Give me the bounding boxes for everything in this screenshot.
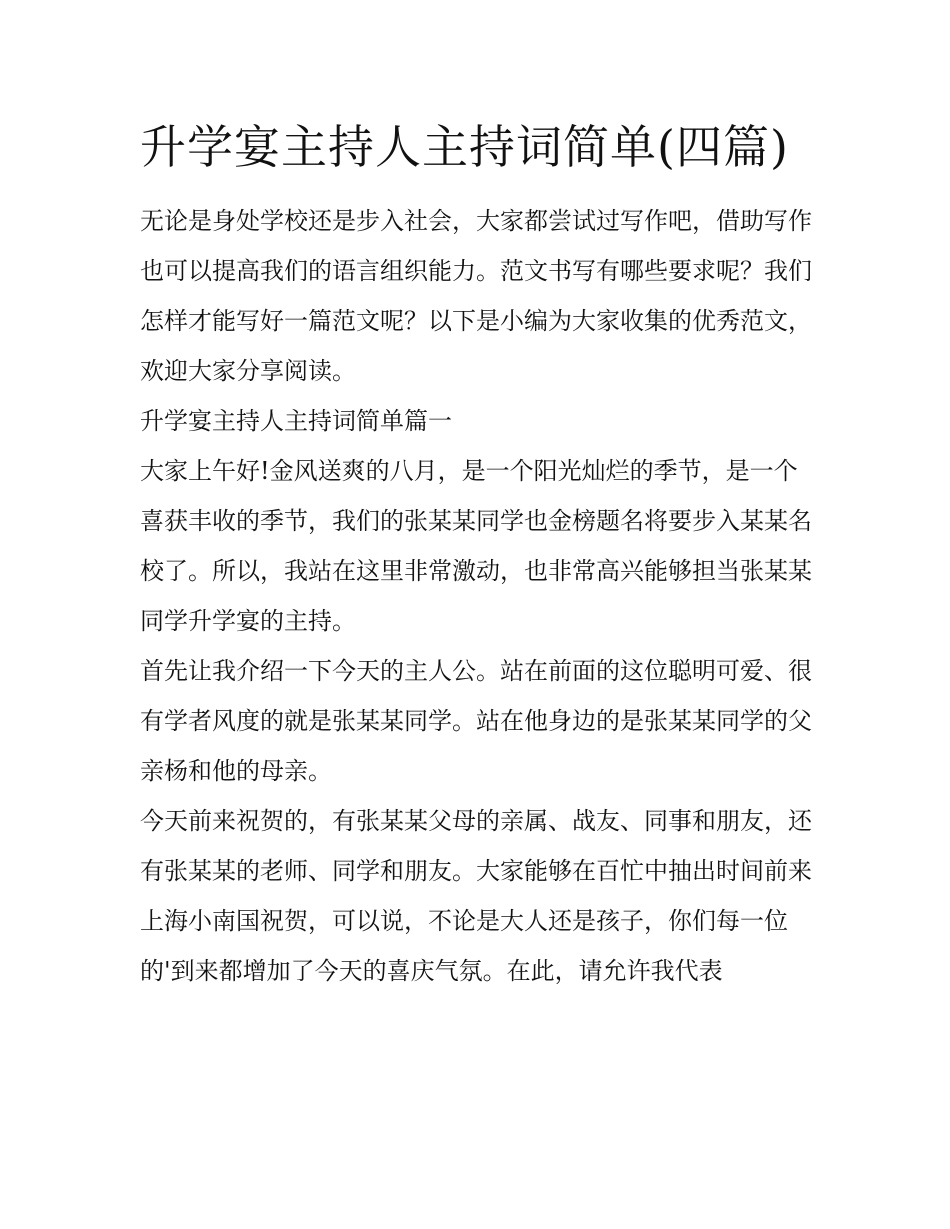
body-paragraph-2: 首先让我介绍一下今天的主人公。站在前面的这位聪明可爱、很有学者风度的就是张某某同学。站在他身边的是张某某同学的父亲杨和他的母亲。 [140, 657, 812, 785]
document-body [140, 112, 812, 996]
intro-paragraph: 无论是身处学校还是步入社会，大家都尝试过写作吧，借助写作也可以提高我们的语言组织能力。范文书写有哪些要求呢？我们怎样才能写好一篇范文呢？以下是小编为大家收集的优秀范文，欢迎大家分享阅读。 [140, 207, 812, 385]
body-paragraph-1: 大家上午好!金风送爽的八月，是一个阳光灿烂的季节，是一个喜获丰收的季节，我们的张某某同学也金榜题名将要步入某某名校了。所以，我站在这里非常激动，也非常高兴能够担当张某某同学升学宴的主持。 [140, 457, 812, 635]
document-title: 升学宴主持人主持词简单(四篇) [140, 120, 789, 174]
body-paragraph-3: 今天前来祝贺的，有张某某父母的亲属、战友、同事和朋友，还有张某某的老师、同学和朋友。大家能够在百忙中抽出时间前来上海小南国祝贺，可以说，不论是大人还是孩子，你们每一位的'到来都增加了今天的喜庆气氛。在此，请允许我代表 [140, 807, 812, 985]
section-heading: 升学宴主持人主持词简单篇一 [140, 407, 452, 435]
